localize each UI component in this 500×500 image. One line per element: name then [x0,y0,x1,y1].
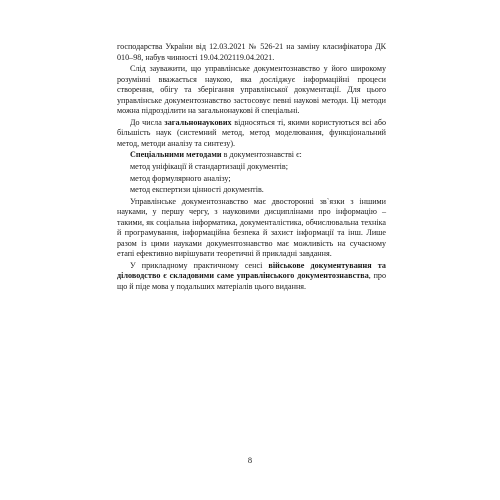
paragraph-p1 [117,42,386,63]
text-run: господарства України від 12.03.2021 № 526-21 на заміну класифікатора ДК 010–98, набув чинності 19.04.202119.04.2021. [117,42,386,62]
text-run: відносяться ті, якими користуються всі або більшість наук (системний метод, метод моделювання, функціональний метод, методи аналізу та синтезу). [117,117,386,148]
text-run: До числа [130,117,165,127]
text-run: метод експертизи цінності документів. [130,185,264,195]
text-run: , про що й піде мова у подальших матеріалів цього видання. [117,271,386,292]
body-text [117,42,386,293]
bold-term: військове документування та діловодство є складовими саме управлінського документознавства [117,260,386,281]
paragraph-p3 [117,118,386,150]
paragraph-p8 [117,197,386,260]
paragraph-p5 [117,162,386,173]
bold-term: загальнонаукових [164,117,232,127]
paragraph-p2 [117,64,386,117]
paragraph-p6 [117,174,386,185]
paragraph-p4 [117,150,386,161]
paragraph-p9 [117,261,386,293]
text-run: в документознавстві є: [221,150,302,160]
paragraph-p7 [117,185,386,196]
text-run: метод формулярного аналізу; [130,173,231,183]
bold-term: Спеціальними методами [130,150,222,160]
text-run: У прикладному практичному сенсі [130,260,269,270]
text-run: метод уніфікації й стандартизації документів; [130,162,288,172]
page-number: 8 [247,456,253,465]
text-run: Слід зауважити, що управлінське документознавство у його широкому розумінні вважається наукою, яка досліджує інформаційні процеси створення, обігу та зберігання управлінської документації. Для цього управлінське документознавство застосовує певні наукові методи. Ці методи можна підрозділити на загальнонаукові й спеціальні. [117,64,386,116]
text-run: Управлінське документознавство має двосторонні зв`язки з іншими науками, у першу чергу, з науковими дисциплінами про інформацію – такими, як соціальна інформатика, документалістика, обчислювальна техніка й програмування, інформаційна безпека й захист інформації та інш. Лише разом із цими науками документознавство має можливість на сучасному етапі ефективно вирішувати теоретичні й прикладні завдання. [117,196,386,259]
